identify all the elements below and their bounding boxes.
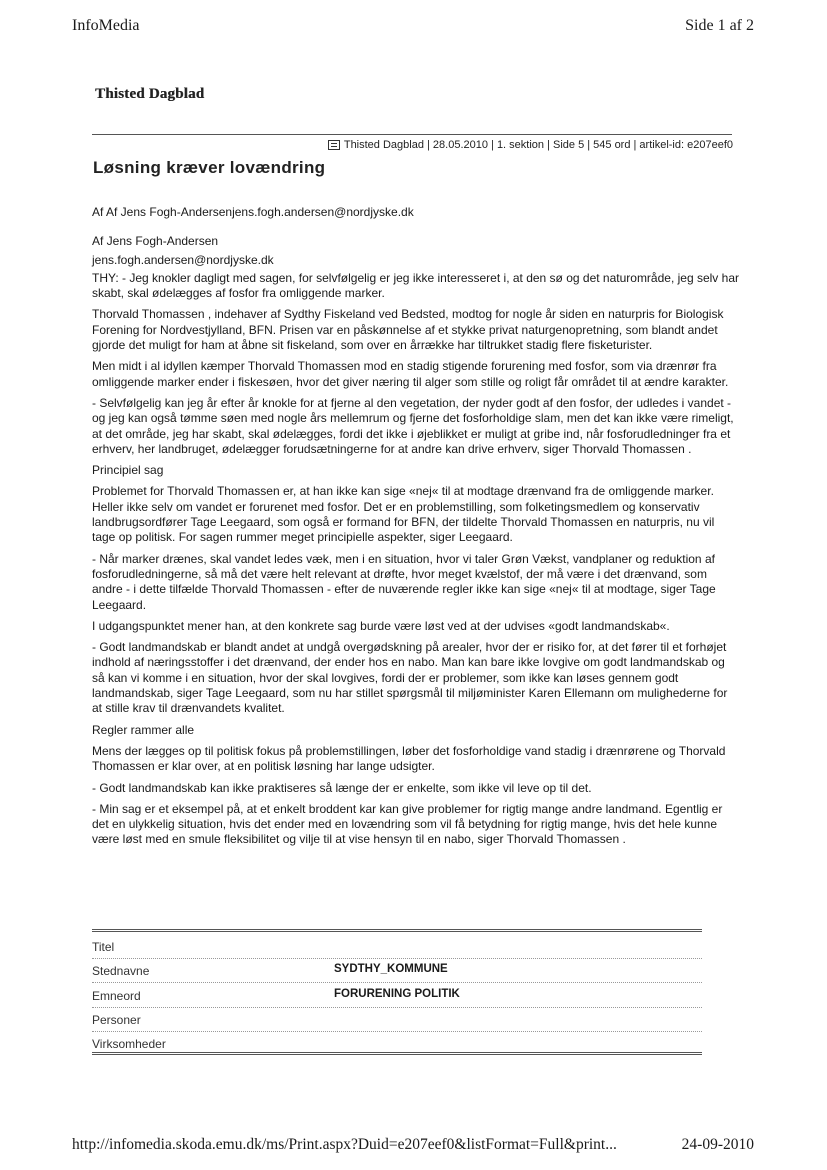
index-label: Emneord	[92, 989, 141, 1003]
article-paragraph: I udgangspunktet mener han, at den konkrete sag burde være løst ved at der udvises «godt landmandskab«.	[92, 618, 670, 633]
index-label: Stednavne	[92, 964, 150, 978]
article-meta	[328, 139, 733, 151]
subheading: Regler rammer alle	[92, 722, 195, 737]
newspaper-masthead: Thisted Dagblad	[95, 86, 205, 102]
article-paragraph: - Min sag er et eksempel på, at et enkelt broddent kar kan give problemer for rigtig mange andre landmand. Egentlig er det en ulykkelig situation, hvis det ender med en lovændring som vil få betydning for rigtig mange, hvis det hele kunne være løst med en smule fleksibilitet og vilje til at vise hensyn til en nabo, siger Thorvald Thomassen .	[92, 801, 723, 847]
article-paragraph: - Når marker drænes, skal vandet ledes væk, men i en situation, hvor vi taler Grøn Vækst, vandplaner og reduktion af fosforudledningerne, så må det være helt relevant at drøfte, hvor meget kvælstof, der må være i det drænvand, som andre - i dette tilfælde Thorvald Thomassen - efter de nuværende regler ikke kan sige «nej« til at modtage, siger Tage Leegaard.	[92, 551, 716, 612]
byline-combined: Af Af Jens Fogh-Andersenjens.fogh.andersen@nordjyske.dk	[92, 205, 414, 219]
subheading: Principiel sag	[92, 463, 164, 478]
index-value: SYDTHY_KOMMUNE	[334, 963, 448, 975]
index-label: Titel	[92, 940, 115, 954]
article-paragraph: Problemet for Thorvald Thomassen er, at han ikke kan sige «nej« til at modtage drænvand fra de omliggende marker. Heller ikke selv om vandet er forurenet med fosfor. Det er en problemstilling, som folketingsmedlem og konservativ landbrugsordfører Tage Leegaard, som også er formand for BFN, der tildelte Thorvald Thomassen en naturpris, nu vil tage op politisk. For sagen rummer meget principielle aspekter, siger Leegaard.	[92, 484, 715, 545]
article-paragraph: - Selvfølgelig kan jeg år efter år knokle for at fjerne al den vegetation, der nyder godt af den fosfor, der udledes i vandet - og jeg kan også tømme søen med nogle års mellemrum og fjerne det fosforholdige slam, men det kan ikke være rimeligt, at det område, jeg har skabt, skal ødelægges, fordi det ikke i øjeblikket er muligt at gribe ind, når fosforudledninger fra et erhverv, her landbruget, ødelægger forudsætningerne for at andre kan drive erhverv, siger Thorvald Thomassen .	[92, 395, 734, 456]
article-paragraph: Mens der lægges op til politisk fokus på problemstillingen, løber det fosforholdige vand stadig i drænrørene og Thorvald Thomassen er klar over, at en politisk løsning har lange udsigter.	[92, 743, 726, 774]
article-meta-text: Thisted Dagblad | 28.05.2010 | 1. sektion | Side 5 | 545 ord | artikel-id: e207eef0	[343, 139, 733, 151]
index-row-titel	[92, 934, 702, 959]
meta-divider	[92, 134, 732, 135]
index-row-personer	[92, 1007, 702, 1032]
article-paragraph: THY: - Jeg knokler dagligt med sagen, for selvfølgelig er jeg ikke interesseret i, at den sø og det naturområde, jeg selv har skabt, skal ødelægges af fosfor fra omliggende marker.	[92, 270, 739, 301]
print-footer-date: 24-09-2010	[681, 1136, 754, 1153]
article-paragraph: Thorvald Thomassen , indehaver af Sydthy Fiskeland ved Bedsted, modtog for nogle år siden en naturpris for Biologisk Forening for Nordvestjylland, BFN. Prisen var en påskønnelse af et stykke privat naturgenopretning, som blandt andet gjorde det muligt for ham at åbne sit fiskeland, som over en årrække har tiltrukket stadig flere fisketurister.	[92, 307, 724, 353]
index-table-bottom-rule	[92, 1052, 702, 1055]
index-table-top-rule	[92, 929, 702, 932]
print-footer-url: http://infomedia.skoda.emu.dk/ms/Print.aspx?Duid=e207eef0&listFormat=Full&print...	[72, 1136, 617, 1153]
article-paragraph: Men midt i al idyllen kæmper Thorvald Thomassen mod en stadig stigende forurening med fosfor, som via drænrør fra omliggende marker ender i fiskesøen, hvor det giver næring til alger som stille og roligt får området til at ændre karakter.	[92, 359, 729, 389]
index-row-stednavne	[92, 958, 702, 983]
article-headline: Løsning kræver lovændring	[93, 158, 326, 177]
index-label: Personer	[92, 1013, 141, 1027]
byline-email: jens.fogh.andersen@nordjyske.dk	[92, 252, 274, 267]
print-header-source: InfoMedia	[72, 17, 140, 34]
document-icon	[328, 140, 340, 150]
index-value: FORURENING POLITIK	[334, 988, 460, 1000]
article-paragraph: - Godt landmandskab kan ikke praktiseres så længe der er enkelte, som ikke vil leve op til det.	[92, 780, 592, 795]
index-label: Virksomheder	[92, 1037, 166, 1051]
index-row-emneord	[92, 983, 702, 1008]
print-header-page: Side 1 af 2	[685, 17, 754, 34]
article-paragraph: - Godt landmandskab er blandt andet at undgå overgødskning på arealer, hvor der er risiko for, at det fører til et forhøjet indhold af næringsstoffer i det drænvand, der ender hos en nabo. Man kan bare ikke lovgive om godt landmandskab og så kan vi komme i en situation, hvor der skal lovgives, fordi der er problemer, som ikke kan løses gennem godt landmandskab, siger Tage Leegaard, som nu har stillet spørgsmål til miljøminister Karen Ellemann om mulighederne for at stille krav til drænvandets kvalitet.	[92, 640, 728, 716]
article-body	[92, 205, 740, 854]
byline-author: Af Jens Fogh-Andersen	[92, 234, 219, 249]
